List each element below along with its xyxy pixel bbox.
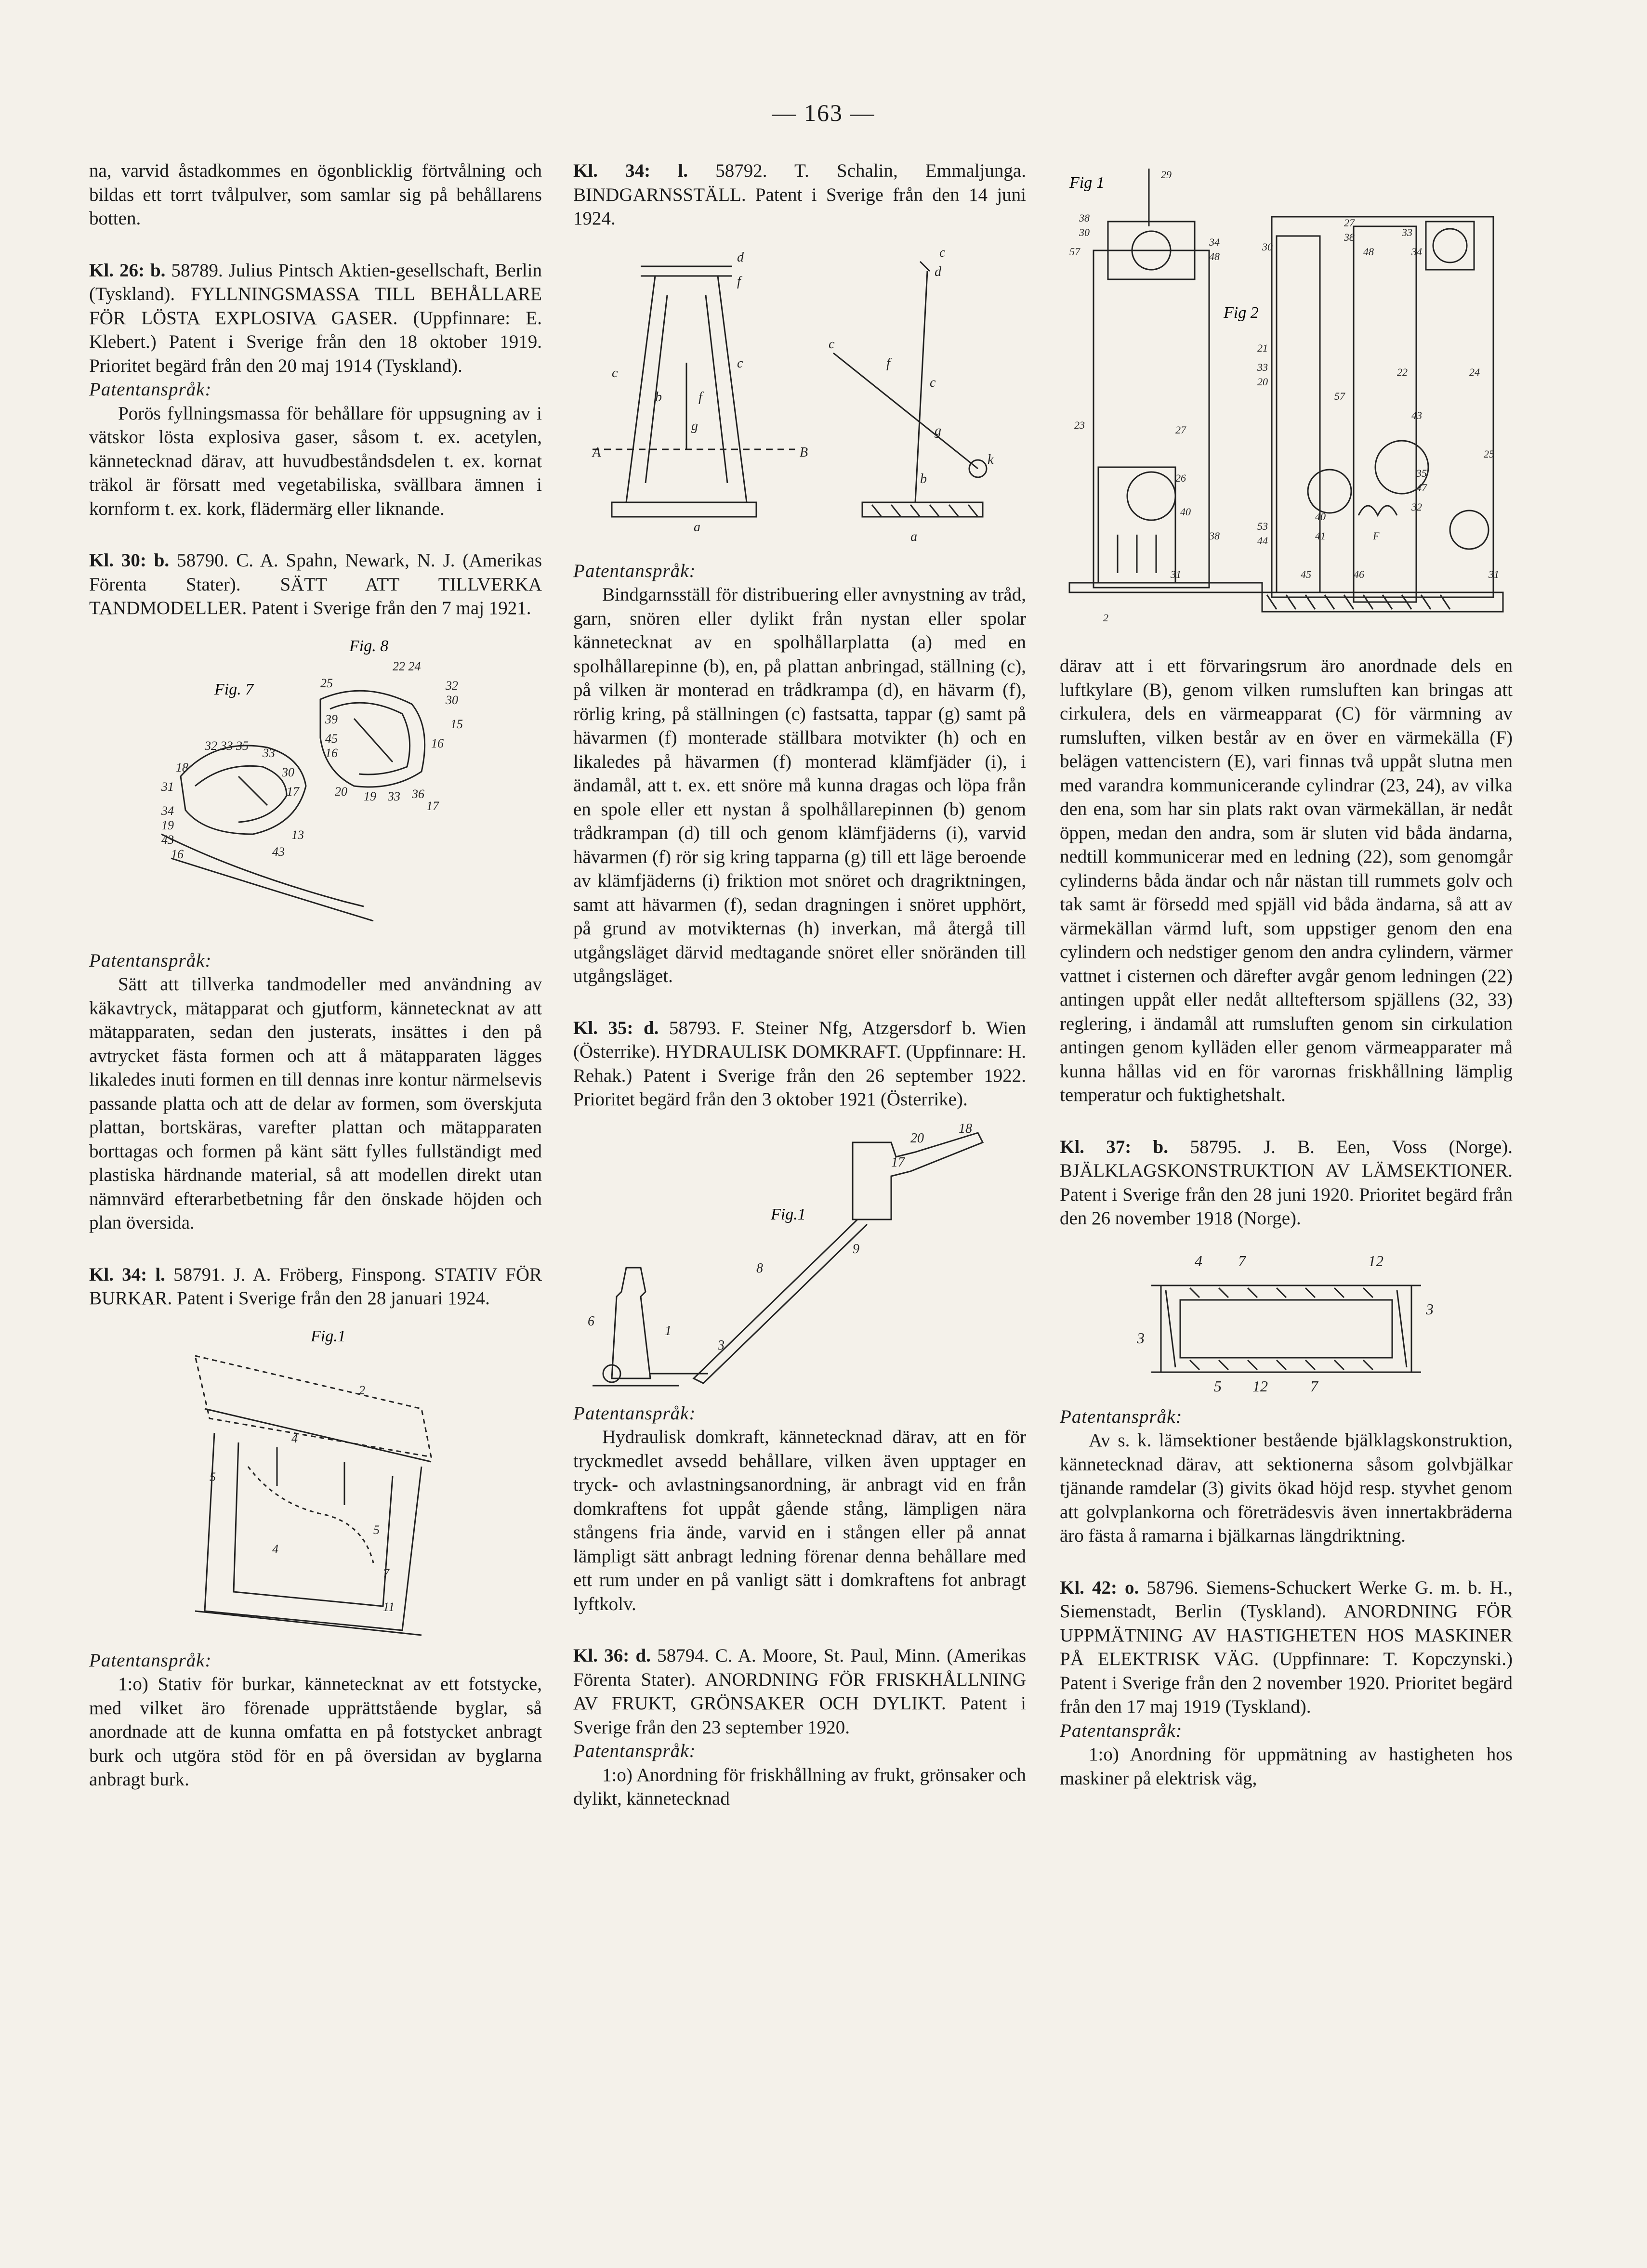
svg-text:34: 34: [161, 803, 174, 818]
entry-heading: 58791. J. A. Fröberg, Finspong. STATIV FÖR BURKAR. Patent i Sverige från den 28 januari 1924.: [89, 1264, 542, 1309]
svg-text:16: 16: [325, 746, 338, 760]
claim-heading: Patentanspråk:: [573, 1403, 696, 1424]
svg-text:9: 9: [853, 1241, 859, 1257]
class-code: Kl. 36: d.: [573, 1645, 651, 1666]
class-code: Kl. 42: o.: [1060, 1577, 1139, 1598]
svg-text:45: 45: [325, 731, 338, 746]
svg-text:24: 24: [1469, 366, 1480, 378]
fruit-storage-figure: [1060, 159, 1513, 645]
column-2: [573, 159, 1026, 1811]
svg-text:c: c: [939, 245, 946, 260]
hydraulic-jack-figure: [573, 1123, 1026, 1393]
claim-text: 1:o) Anordning för friskhållning av frukt, grönsaker och dylikt, kännetecknad: [573, 1764, 1026, 1809]
patent-entry-58790: [89, 549, 542, 1235]
svg-text:20: 20: [1257, 376, 1268, 388]
svg-text:31: 31: [1171, 568, 1181, 580]
patent-entry-58792: [573, 159, 1026, 988]
svg-text:d: d: [935, 264, 941, 279]
svg-text:40: 40: [1180, 506, 1191, 518]
svg-text:19: 19: [161, 818, 174, 832]
svg-text:c: c: [612, 365, 618, 380]
svg-text:23: 23: [1074, 419, 1085, 431]
entry-heading: 58794. C. A. Moore, St. Paul, Minn. (Amerikas Förenta Stater). ANORDNING FÖR FRISKHÅLLNING AV FRUKT, GRÖNSAKER OCH DYLIKT. Patent i Sverige från den 23 september 1920.: [573, 1645, 1026, 1738]
svg-text:a: a: [910, 529, 917, 544]
figure-label: Fig.1: [311, 1327, 346, 1345]
svg-text:d: d: [737, 249, 744, 265]
svg-text:38: 38: [1209, 530, 1220, 542]
entry-heading: 58789. Julius Pintsch Aktien-gesellschaft, Berlin (Tyskland). FYLLNINGSMASSA TILL BEHÅLLARE FÖR LÖSTA EXPLOSIVA GASER. (Uppfinnare: E. Klebert.) Patent i Sverige från den 18 oktober 1919. Prioritet begärd från den 20 maj 1914 (Tyskland).: [89, 260, 542, 376]
svg-text:26: 26: [1175, 472, 1186, 484]
svg-text:57: 57: [1334, 390, 1345, 402]
entry-heading: 58792. T. Schalin, Emmaljunga. BINDGARNSSTÄLL. Patent i Sverige från den 14 juni 1924.: [573, 160, 1026, 229]
claim-text: 1:o) Stativ för burkar, kännetecknat av ett fotstycke, med vilket äro förenade upprättstående byglar, så anordnade att de kunna omfatta en på fotstycket anbragt burk och utgöra stöd för en på översidan av byglarna anbragt burk.: [89, 1674, 542, 1790]
entry-heading: 58795. J. B. Een, Voss (Norge). BJÄLKLAGSKONSTRUKTION AV LÄMSEKTIONER. Patent i Sverige från den 28 juni 1920. Prioritet begärd från den 26 november 1918 (Norge).: [1060, 1136, 1513, 1229]
svg-text:32: 32: [1411, 501, 1422, 513]
svg-text:8: 8: [756, 1260, 763, 1276]
svg-text:f: f: [698, 389, 702, 405]
entry-heading: 58796. Siemens-Schuckert Werke G. m. b. H., Siemenstadt, Berlin (Tyskland). ANORDNING FÖR UPPMÄTNING AV HASTIGHETEN HOS MASKINER PÅ ELEKTRISK VÄG. (Uppfinnare: T. Kopczynski.) Patent i Sverige från den 2 november 1920. Prioritet begärd från den 17 maj 1919 (Tyskland).: [1060, 1577, 1513, 1717]
class-code: Kl. 37: b.: [1060, 1136, 1168, 1157]
svg-text:b: b: [655, 389, 662, 405]
svg-text:29: 29: [1161, 169, 1172, 181]
svg-text:3: 3: [1426, 1300, 1434, 1318]
claim-heading: Patentanspråk:: [1060, 1406, 1183, 1427]
claim-heading: Patentanspråk:: [573, 1741, 696, 1761]
svg-text:7: 7: [383, 1566, 389, 1580]
claim-heading: Patentanspråk:: [89, 950, 212, 971]
svg-text:25: 25: [320, 676, 333, 690]
svg-text:12: 12: [1252, 1377, 1268, 1395]
svg-text:46: 46: [1354, 568, 1364, 580]
svg-text:c: c: [930, 375, 936, 390]
claim-heading: Patentanspråk:: [89, 379, 212, 400]
svg-text:30: 30: [446, 693, 458, 707]
patent-entry-58789: [89, 259, 542, 521]
svg-text:53: 53: [1257, 520, 1268, 532]
claim-text: Av s. k. lämsektioner bestående bjälklagskonstruktion, kännetecknad därav, att sektionerna såsom golvbjälkar tjänande ramdelar (3) givits ökad höjd resp. styvhet genom att golvplankorna och företrädesvis även innertakbräderna äro fästa å ramarna i bjälkarnas längdriktning.: [1060, 1430, 1513, 1546]
class-code: Kl. 34: l.: [89, 1264, 165, 1285]
svg-text:k: k: [988, 452, 994, 467]
claim-text: Bindgarnsställ för distribuering eller avnystning av tråd, garn, snören eller dylikt från nystan eller spolar kännetecknat av en spolhållarplatta (a) med en spolhållarepinne (b), en, på plattan anbringad, ställning (c), på vilken är monterad en trådkrampa (d), en hävarm (f), rörlig kring, på ställningen (c) fastsatta, tappar (g) samt på hävarmen (f) monterade ställbara motvikter (h) och en likaledes på hävarmen (f) monterad klämfjäder (i), i ändamål, att t. ex. ett snöre må kunna dragas och löpa från en spole eller ett nystan å spolhållarepinnen (b) genom trådkrampan (d) till och genom klämfjäderns (i), varvid hävarmen (f) rör sig kring tapparna (g) till ett läge beroende av klämfjäderns (i) friktion mot snöret och dragriktningen, samt att hävarmen (f), sedan dragningen i snöret upphört, på grund av motvikternas (h) inverkan, må återgå till utgångsläget därvid medtagande snöret eller snöränden till utgångsläget.: [573, 584, 1026, 986]
svg-text:5: 5: [210, 1469, 216, 1484]
svg-text:18: 18: [176, 760, 188, 774]
figure-label: Fig 2: [1224, 304, 1259, 322]
entry-heading: 58793. F. Steiner Nfg, Atzgersdorf b. Wien (Österrike). HYDRAULISK DOMKRAFT. (Uppfinnare: H. Rehak.) Patent i Sverige från den 26 september 1922. Prioritet begärd från den 3 oktober 1921 (Österrike).: [573, 1017, 1027, 1110]
svg-text:5: 5: [1214, 1377, 1222, 1395]
intro-text: na, varvid åstadkommes en ögonblicklig förtvålning och bildas ett torrt tvålpulver, som samlar sig på behållarens botten.: [89, 160, 542, 229]
svg-text:20: 20: [335, 784, 347, 799]
svg-text:15: 15: [450, 717, 463, 731]
svg-text:f: f: [737, 274, 741, 289]
patent-entry-58791: [89, 1263, 542, 1792]
patent-entry-58795: [1060, 1135, 1513, 1548]
svg-text:2: 2: [359, 1383, 365, 1397]
svg-text:38: 38: [1344, 231, 1355, 243]
svg-text:31: 31: [1489, 568, 1499, 580]
svg-text:25: 25: [1484, 448, 1494, 460]
svg-text:f: f: [886, 355, 890, 371]
page-number: — 163 —: [772, 99, 875, 126]
svg-text:20: 20: [910, 1130, 924, 1146]
svg-text:19: 19: [364, 789, 376, 803]
entry-heading: 58790. C. A. Spahn, Newark, N. J. (Amerikas Förenta Stater). SÄTT ATT TILLVERKA TANDMODELLER. Patent i Sverige från den 7 maj 1921.: [89, 550, 542, 618]
svg-text:22: 22: [1397, 366, 1408, 378]
class-code: Kl. 26: b.: [89, 260, 166, 281]
svg-text:5: 5: [373, 1522, 380, 1537]
svg-text:30: 30: [1262, 241, 1273, 253]
svg-text:36: 36: [412, 787, 424, 801]
svg-text:45: 45: [1301, 568, 1311, 580]
svg-text:44: 44: [1257, 535, 1268, 547]
figure-label: Fig. 7: [214, 680, 254, 698]
svg-text:b: b: [920, 471, 927, 486]
patent-entry-58796: [1060, 1576, 1513, 1791]
svg-text:39: 39: [325, 712, 338, 726]
svg-text:38: 38: [1079, 212, 1090, 224]
svg-text:33: 33: [388, 789, 400, 803]
svg-text:17: 17: [891, 1154, 905, 1170]
svg-text:30: 30: [1079, 226, 1090, 238]
claim-heading: Patentanspråk:: [1060, 1720, 1183, 1741]
svg-text:27: 27: [1344, 217, 1355, 229]
column-1: [89, 159, 542, 1792]
class-code: Kl. 34: l.: [573, 160, 688, 181]
svg-text:17: 17: [287, 784, 299, 799]
claim-text: Porös fyllningsmassa för behållare för uppsugning av i vätskor lösta explosiva gaser, såsom t. ex. acetylen, kännetecknad därav, att huvudbeståndsdelen t. ex. kornat träkol är försatt med vegetabiliska, svällbara ämnen i kornform t. ex. kork, flädermärg eller liknande.: [89, 403, 542, 519]
svg-text:3: 3: [1137, 1329, 1145, 1347]
svg-text:34: 34: [1209, 236, 1220, 248]
svg-text:11: 11: [383, 1599, 395, 1614]
svg-text:A: A: [593, 445, 601, 460]
svg-text:48: 48: [1209, 250, 1220, 262]
svg-text:40: 40: [1315, 511, 1326, 523]
svg-text:22 24: 22 24: [393, 659, 421, 673]
svg-text:6: 6: [588, 1313, 594, 1329]
svg-text:31: 31: [161, 779, 174, 794]
claim-heading: Patentanspråk:: [573, 560, 696, 581]
svg-text:27: 27: [1175, 424, 1186, 436]
svg-text:4: 4: [272, 1542, 278, 1556]
svg-text:16: 16: [171, 847, 184, 861]
patent-entry-58793: [573, 1016, 1026, 1616]
svg-text:57: 57: [1069, 246, 1080, 258]
twine-holder-figure: [573, 242, 1026, 551]
svg-text:35: 35: [1416, 467, 1427, 479]
svg-text:16: 16: [431, 736, 444, 750]
floor-section-figure: [1060, 1242, 1513, 1396]
svg-text:48: 48: [1363, 246, 1374, 258]
svg-text:18: 18: [959, 1123, 972, 1136]
svg-text:3: 3: [718, 1337, 725, 1353]
svg-text:12: 12: [1368, 1252, 1383, 1270]
continued-claim-text: därav att i ett förvaringsrum äro anordnade dels en luftkylare (B), genom vilken rumsluften kan bringas att cirkulera, dels en värmeapparat (C) för värmning av rumsluften, vilken består av en över en värmekälla (F) belägen vattencistern (E), vari finnas två uppåt slutna men med varandra kommunicerande cylindrar (23, 24), av vilka den ena, som har sin plats rakt ovan värmekällan, är nedåt öppen, medan den andra, som är sluten vid båda ändarna, nedtill kommunicerar med en ledning (22), som genomgår cylinderns båda ändar och når nästan till rummets golv och tak samt är försedd med spjäll vid båda ändarna, så att av värmekällan värmd luft, som uppstiger genom den ena cylindern och nedstiger genom den andra cylindern, värmer vattnet i cisternen och därefter avgår genom ledningen (22) antingen uppåt eller nedåt allteftersom spjällens (32, 33) reglering, i ändamål att rumsluften genom sin cirkulation antingen genom kylläden eller genom värmeapparater må kunna hållas vid en för varornas friskhållning lämplig temperatur och fuktighetshalt.: [1060, 655, 1513, 1105]
figure-label: Fig 1: [1069, 174, 1105, 192]
svg-text:47: 47: [1416, 482, 1427, 494]
svg-text:13: 13: [291, 827, 304, 842]
class-code: Kl. 30: b.: [89, 550, 170, 571]
svg-text:4: 4: [291, 1431, 298, 1445]
svg-text:a: a: [694, 519, 700, 535]
class-code: Kl. 35: d.: [573, 1017, 659, 1038]
svg-text:33: 33: [1402, 226, 1412, 238]
svg-text:F: F: [1373, 530, 1380, 542]
claim-text: Sätt att tillverka tandmodeller med användning av käkavtryck, mätapparat och gjutform, kännetecknat av att mätapparaten, sedan den justerats, insättes i den på avtrycket fästa formen och att å mätapparaten lägges likaledes inuti formen en till dennas inre kontur närmelsevis passande platta och att de delar av formen, som överskjuta plattan, bortskäras, varefter plattan och mätapparaten borttagas och formen på känt sätt fylles fullständigt med plastiska härdnande material, så att modellen direkt utan nämnvärd efterarbetbetning får den önskade höjden och plan översida.: [89, 974, 542, 1233]
svg-text:17: 17: [426, 799, 439, 813]
jar-stand-figure: [89, 1322, 542, 1640]
svg-text:43: 43: [1411, 409, 1422, 421]
dental-model-figure: [89, 632, 542, 940]
svg-text:43: 43: [272, 844, 285, 859]
figure-label: Fig. 8: [349, 637, 389, 655]
svg-text:c: c: [737, 355, 743, 371]
svg-text:4: 4: [1195, 1252, 1202, 1270]
claim-text: 1:o) Anordning för uppmätning av hastigheten hos maskiner på elektrisk väg,: [1060, 1744, 1513, 1789]
claim-heading: Patentanspråk:: [89, 1650, 212, 1671]
svg-text:2: 2: [1103, 612, 1108, 624]
svg-text:32: 32: [446, 678, 458, 693]
svg-text:21: 21: [1257, 342, 1268, 354]
svg-text:1: 1: [665, 1323, 672, 1338]
column-3: [1060, 159, 1513, 1790]
claim-text: Hydraulisk domkraft, kännetecknad därav, att en för tryckmedlet avsedd behållare, vilken även upptager en tryck- och avlastningsanordning, är anbragt vid en från domkraftens fot uppåt gående stång, lämpligen nära stångens fria ände, varvid en i stången eller på annat lämpligt sätt anbragt ledning förenar denna behållare med ett rum under en på vanligt sätt i domkraftens fot anbragt lyftkolv.: [573, 1427, 1026, 1614]
svg-text:c: c: [829, 336, 835, 352]
svg-text:33: 33: [1257, 361, 1268, 373]
svg-text:43: 43: [161, 832, 174, 847]
svg-text:7: 7: [1238, 1252, 1246, 1270]
svg-text:41: 41: [1315, 530, 1326, 542]
svg-text:33: 33: [263, 746, 275, 760]
figure-label: Fig.1: [771, 1205, 806, 1223]
svg-text:B: B: [800, 445, 808, 460]
svg-text:30: 30: [282, 765, 294, 779]
svg-text:7: 7: [1310, 1377, 1318, 1395]
svg-text:32 33 35: 32 33 35: [205, 738, 249, 753]
patent-entry-58794: [573, 1644, 1026, 1811]
svg-text:g: g: [691, 418, 698, 433]
svg-text:g: g: [935, 423, 941, 438]
svg-text:34: 34: [1411, 246, 1422, 258]
